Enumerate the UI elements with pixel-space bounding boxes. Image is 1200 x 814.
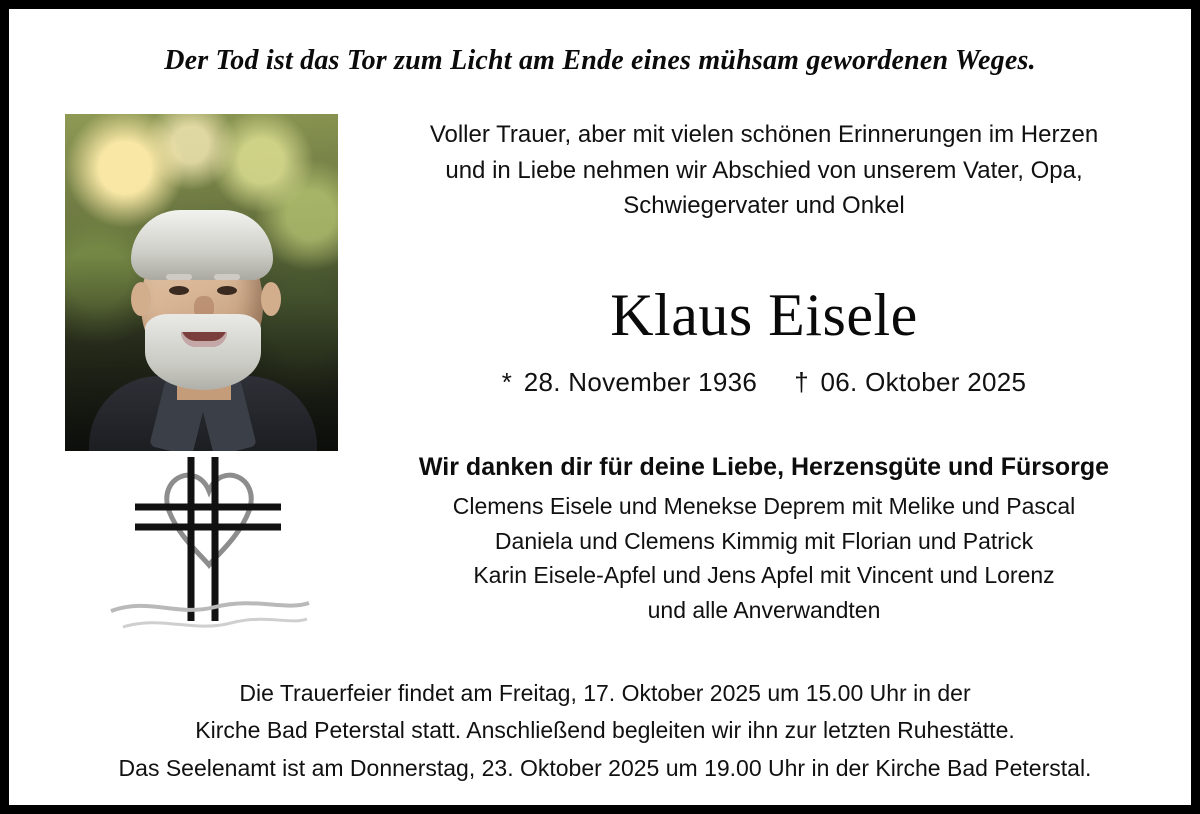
family-line: und alle Anverwandten	[647, 596, 881, 623]
death-date: 06. Oktober 2025	[820, 367, 1027, 397]
family-line: Daniela und Clemens Kimmig mit Florian und Patrick	[494, 527, 1034, 554]
intro-text	[359, 117, 1169, 224]
portrait-beard	[145, 314, 261, 390]
portrait-ear-left	[131, 282, 151, 316]
birth-date: 28. November 1936	[523, 367, 758, 397]
portrait-brow-right	[214, 274, 240, 280]
portrait-eye-left	[169, 286, 189, 295]
service-line: Das Seelenamt ist am Donnerstag, 23. Oktober 2025 um 19.00 Uhr in der Kirche Bad Peterstal.	[118, 754, 1092, 781]
birth-symbol: *	[501, 367, 513, 397]
portrait-photo	[65, 114, 338, 451]
death-symbol: †	[794, 367, 809, 397]
portrait-ear-right	[261, 282, 281, 316]
service-line: Kirche Bad Peterstal statt. Anschließend begleiten wir ihn zur letzten Ruhestätte.	[195, 717, 1015, 744]
motto-text: Der Tod ist das Tor zum Licht am Ende eines mühsam gewordenen Weges.	[164, 45, 1036, 76]
obituary-inner	[9, 9, 1191, 805]
intro-line: Schwiegervater und Onkel	[623, 192, 905, 220]
life-dates	[359, 367, 1169, 398]
cross-heart-emblem	[105, 451, 315, 641]
service-line: Die Trauerfeier findet am Freitag, 17. Oktober 2025 um 15.00 Uhr in der	[239, 680, 971, 706]
thanks-text: Wir danken dir für deine Liebe, Herzensgüte und Fürsorge	[418, 453, 1110, 481]
intro-line: Voller Trauer, aber mit vielen schönen Erinnerungen im Herzen	[429, 121, 1099, 148]
portrait-eye-right	[217, 286, 237, 295]
service-details	[49, 675, 1161, 787]
family-line: Karin Eisele-Apfel und Jens Apfel mit Vincent und Lorenz	[473, 562, 1055, 588]
deceased-name: Klaus Eisele	[610, 282, 918, 348]
family-line: Clemens Eisele und Menekse Deprem mit Melike und Pascal	[452, 493, 1076, 519]
portrait-brow-left	[166, 274, 192, 280]
family-list	[349, 489, 1179, 627]
portrait-hair	[131, 210, 273, 280]
intro-line: und in Liebe nehmen wir Abschied von unserem Vater, Opa,	[445, 156, 1083, 184]
